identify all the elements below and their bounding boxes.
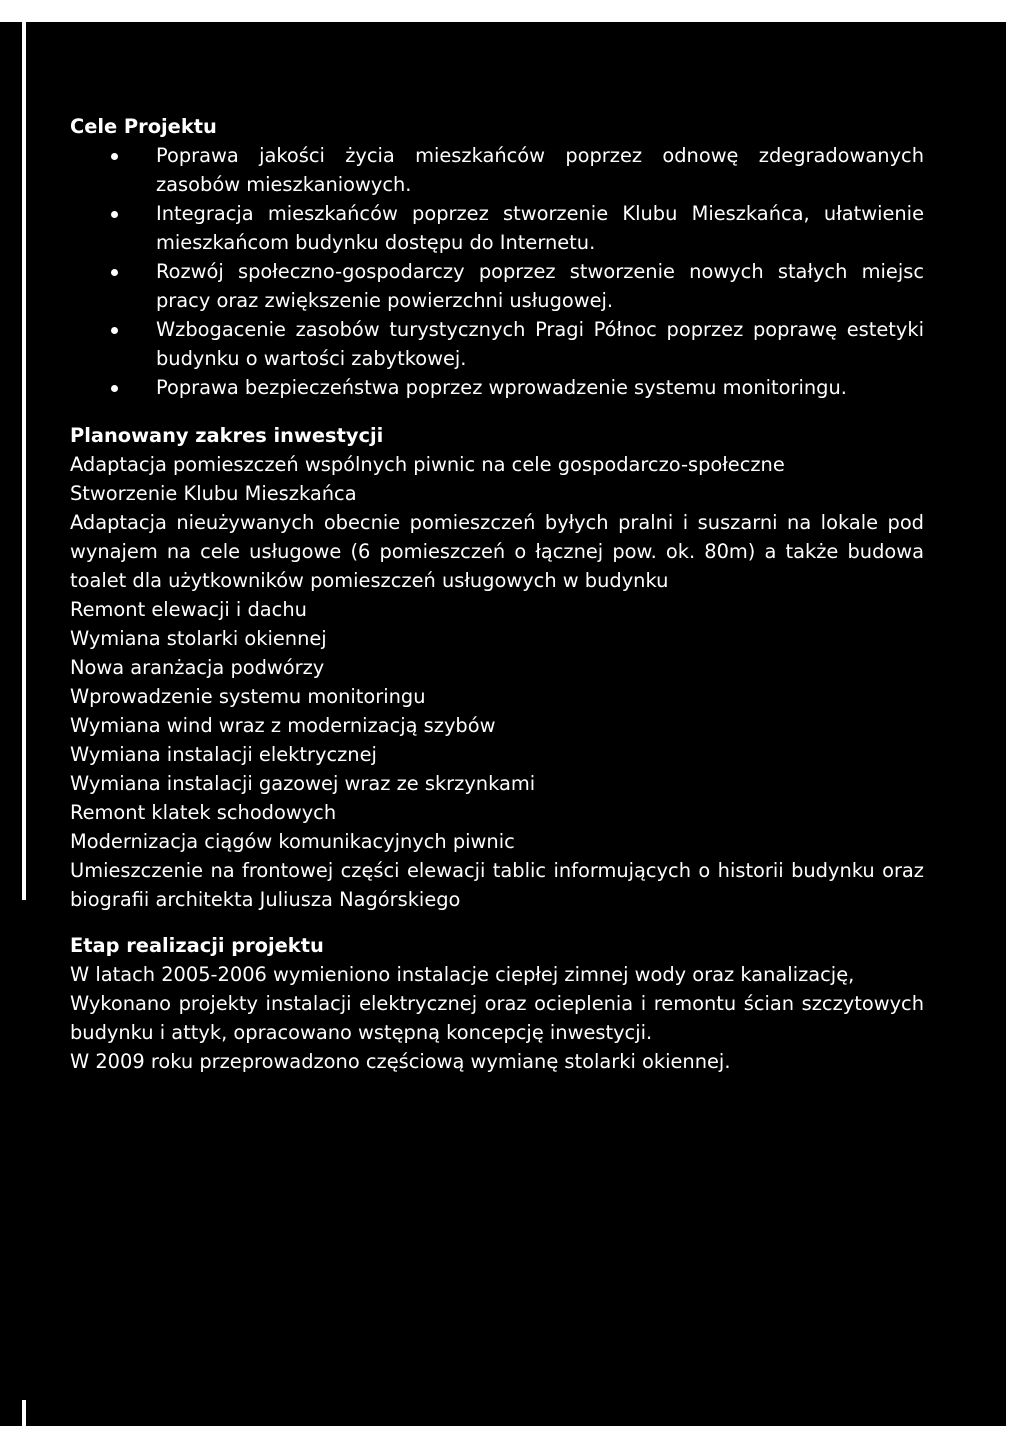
stage-item: Wykonano projekty instalacji elektrycznej oraz ocieplenia i remontu ścian szczytowych budynku i attyk, opracowano wstępną koncepcję inwestycji.	[70, 992, 924, 1044]
goals-title: Cele Projektu	[70, 115, 217, 138]
goals-list	[70, 141, 924, 402]
scope-item: Modernizacja ciągów komunikacyjnych piwnic	[70, 830, 515, 853]
goal-item: Poprawa jakości życia mieszkańców poprzez odnowę zdegradowanych zasobów mieszkaniowych.	[70, 141, 924, 199]
goal-item: Poprawa bezpieczeństwa poprzez wprowadzenie systemu monitoringu.	[70, 373, 924, 402]
scope-item: Wprowadzenie systemu monitoringu	[70, 685, 426, 708]
stage-title: Etap realizacji projektu	[70, 934, 324, 957]
scope-item: Adaptacja nieużywanych obecnie pomieszczeń byłych pralni i suszarni na lokale pod wynajem na cele usługowe (6 pomieszczeń o łącznej pow. ok. 80m) a także budowa toalet dla użytkowników pomieszczeń usługowych w budynku	[70, 511, 924, 592]
scope-item: Wymiana instalacji elektrycznej	[70, 743, 377, 766]
scope-item: Wymiana stolarki okiennej	[70, 627, 327, 650]
document-content	[70, 112, 924, 1076]
scope-item: Adaptacja pomieszczeń wspólnych piwnic na cele gospodarczo-społeczne	[70, 453, 785, 476]
page-edge-bar	[0, 22, 22, 1426]
scope-item: Wymiana wind wraz z modernizacją szybów	[70, 714, 496, 737]
section-spacer	[70, 914, 924, 931]
goal-item: Integracja mieszkańców poprzez stworzenie Klubu Mieszkańca, ułatwienie mieszkańcom budynku dostępu do Internetu.	[70, 199, 924, 257]
goal-item: Rozwój społeczno-gospodarczy poprzez stworzenie nowych stałych miejsc pracy oraz zwiększenie powierzchni usługowej.	[70, 257, 924, 315]
scope-item: Stworzenie Klubu Mieszkańca	[70, 482, 357, 505]
stage-item: W latach 2005-2006 wymieniono instalacje ciepłej zimnej wody oraz kanalizację,	[70, 963, 855, 986]
goal-item: Wzbogacenie zasobów turystycznych Pragi Północ poprzez poprawę estetyki budynku o wartości zabytkowej.	[70, 315, 924, 373]
scope-item: Nowa aranżacja podwórzy	[70, 656, 325, 679]
scope-item: Remont elewacji i dachu	[70, 598, 307, 621]
scope-item: Umieszczenie na frontowej części elewacji tablic informujących o historii budynku oraz biografii architekta Juliusza Nagórskiego	[70, 859, 924, 911]
scope-item: Remont klatek schodowych	[70, 801, 337, 824]
section-spacer	[70, 402, 924, 421]
scope-item: Wymiana instalacji gazowej wraz ze skrzynkami	[70, 772, 536, 795]
stage-item: W 2009 roku przeprowadzono częściową wymianę stolarki okiennej.	[70, 1050, 731, 1073]
scope-title: Planowany zakres inwestycji	[70, 424, 384, 447]
